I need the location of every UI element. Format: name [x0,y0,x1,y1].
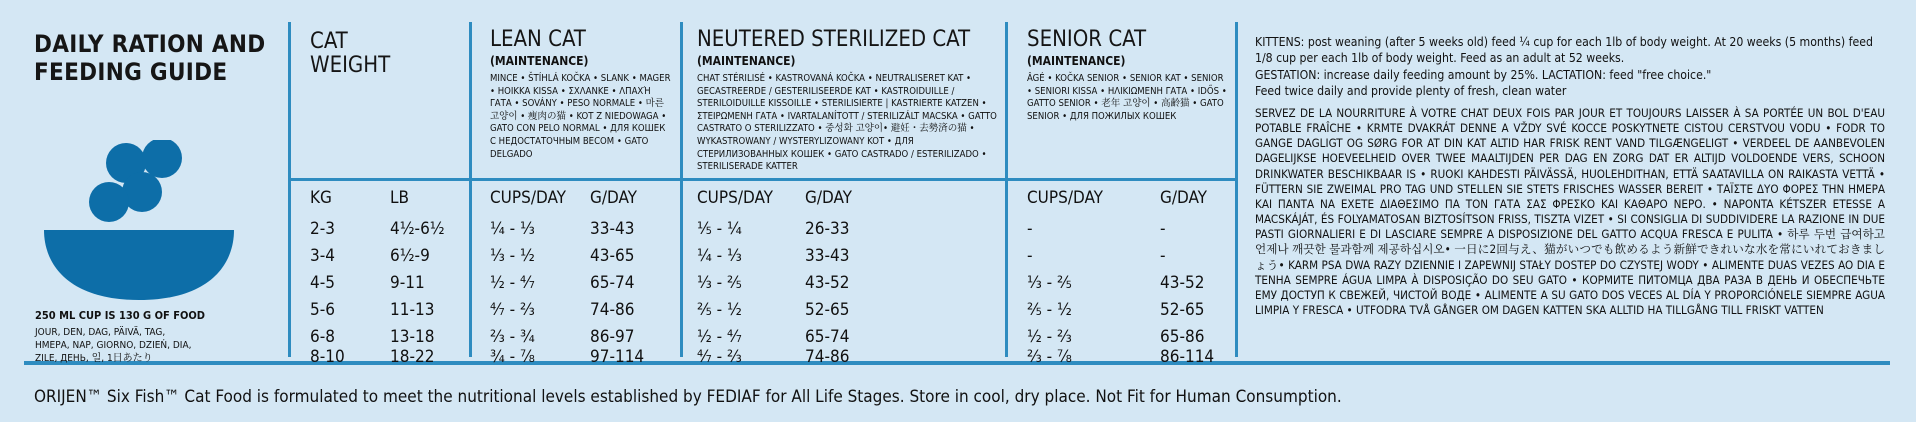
feeding-instructions [1255,34,1885,99]
senior-cups-label: CUPS/DAY [1027,188,1103,208]
feed-twice-text: Feed twice daily and provide plenty of fresh, clean water [1255,83,1567,98]
neutered-g-cell: 26-33 [805,219,850,239]
lean-multilingual: MINCE • ŠTÍHLÁ KOČKA • SLANK • MAGER • HOIKKA KISSA • ΣΧΛΑΝΚΕ • ΛΠΑΧΉ ΓΑΤΑ • SOVÁNY • PESO NORMALE • 마른 고양이 • 痩肉の猫 • KOT Z NIEDOWAGA • GATO CON PELO NORMAL • ДЛЯ КОШЕК С НЕДОСТАТОЧНЫМ ВЕСОМ • GATO DELGADO [490,73,671,160]
divider-5 [1235,22,1238,357]
feeding-instructions-multilingual: SERVEZ DE LA NOURRITURE À VOTRE CHAT DEUX FOIS PAR JOUR ET TOUJOURS LAISSER À SA PORTÉE UN BOL D'EAU POTABLE FRAÎCHE • KRMTE DVAKRÁT DENNE A VŽDY SVÉ KOCCE POSKYTNETE CISTOU CERSTVOU VODU • FODR TO GANGE DAGLIGT OG SØRG FOR AT DIN KAT ALTID HAR FRISK RENT VAND TILGÆNGELIGT • VERDEEL DE AANBEVOLEN DAGELIJKSE HOEVEELHEID OVER TWEE MAALTIJDEN PER DAG EN ZORG DAT ER ALTIJD VOLDOENDE VERS, SCHOON DRINKWATER BESCHIKBAAR IS • RUOKI KAHDESTI PÄIVÄSSÄ, HUOLEHDITHAN, ETTÄ SAATAVILLA ON RAIKASTA VETTÄ • FÜTTERN SIE ZWEIMAL PRO TAG UND STELLEN SIE STETS FRISCHES WASSER BEREIT • ΤΑΪΣΤΕ ΔΥΟ ΦΟΡΕΣ ΤΗΝ ΗΜΕΡΑ ΚΑΙ ΠΑΝΤΑ ΝΑ ΕΧΕΤΕ ΔΙΑΘΕΣΙΜΟ ΠΑ ΤΟΝ ΓΑΤΑ ΣΑΣ ΦΡΕΣΚΟ ΚΑΙ ΚΑΘΑΡΟ ΝΕΡΟ. • NAPONTA KÉTSZER ETESSE A MACSKÁJÁT, ÉS FOLYAMATOSAN BIZTOSÍTSON FRISS, TISZTA VIZET • SI CONSIGLIA DI SUDDIVIDERE LA RAZIONE IN DUE PASTI GIORNALIERI E DI LASCIARE SEMPRE A DISPOSIZIONE DEL GATTO ACQUA FRESCA E PULITA • 하루 두번 급여하고 언제나 깨끗한 물과함께 제공하십시오• 一日に2回与え、猫がいつでも飲めるよう新鮮できれいな水を常にいれておきましょう• KARM PSA DWA RAZY DZIENNIE I ZAPEWNIJ STAŁY DOSTEP DO CZYSTEJ WODY • ALIMENTE DUAS VEZES AO DIA E TENHA SEMPRE ÁGUA LIMPA À DISPOSIÇÃO DO SEU GATO • КОРМИТЕ ПИТОМЦА ДВА РАЗА В ДЕНЬ И ОБЕСПЕЧЬТЕ ЕМУ ДОСТУП К СВЕЖЕЙ, ЧИСТОЙ ВОДЕ • ALIMENTE A SU GATO DOS VECES AL DÍA Y PROPORCIÓNELE SIEMPRE AGUA LIMPIA Y FRESCA • UTFODRA TVÅ GÅNGER OM DAGEN KATTEN SKA ALLTID HA TILLGÅNG TILL FRISKT VATTEN [1255,106,1885,318]
kg-cell: 5-6 [310,300,335,320]
lean-cups-cell: ⅔ - ¾ [490,327,535,347]
neutered-title: NEUTERED STERILIZED CAT [697,27,971,52]
lb-cell: 11-13 [390,300,435,320]
kg-cell: 4-5 [310,273,335,293]
kittens-text: KITTENS: post weaning (after 5 weeks old) feed ¼ cup for each 1lb of body weight. At 20 weeks (5 months) feed 1/8 cup per each 1lb of body weight. Feed as an adult at 52 weeks. [1255,35,1873,66]
lean-cups-cell: ½ - ⁴⁄₇ [490,273,535,293]
neutered-subtitle: (MAINTENANCE) [697,54,796,68]
senior-cups-cell: ⅓ - ⅖ [1027,273,1072,293]
lean-g-cell: 33-43 [590,219,635,239]
senior-subtitle: (MAINTENANCE) [1027,54,1126,68]
lb-label: LB [390,188,410,208]
senior-g-cell: - [1160,219,1166,239]
senior-cups-cell: ⅖ - ½ [1027,300,1072,320]
kg-label: KG [310,188,332,208]
neutered-cups-cell: ⅕ - ¼ [697,219,742,239]
lb-cell: 18-22 [390,347,435,367]
gestation-text: GESTATION: increase daily feeding amount by 25%. LACTATION: feed "free choice." [1255,67,1712,82]
neutered-g-label: G/DAY [805,188,852,208]
lean-g-cell: 43-65 [590,246,635,266]
senior-cups-cell: - [1027,246,1033,266]
kg-cell: 6-8 [310,327,335,347]
senior-title: SENIOR CAT [1027,27,1147,52]
divider-2 [469,22,472,357]
lb-cell: 13-18 [390,327,435,347]
lb-cell: 9-11 [390,273,425,293]
lb-cell: 6½-9 [390,246,430,266]
divider-1 [288,22,291,357]
neutered-cups-cell: ⁴⁄₇ - ⅔ [697,347,742,367]
lean-cups-cell: ⅓ - ½ [490,246,535,266]
neutered-g-cell: 43-52 [805,273,850,293]
senior-g-label: G/DAY [1160,188,1207,208]
neutered-cups-cell: ¼ - ⅓ [697,246,742,266]
lean-g-cell: 65-74 [590,273,635,293]
kg-cell: 3-4 [310,246,335,266]
neutered-g-cell: 65-74 [805,327,850,347]
senior-g-cell: 43-52 [1160,273,1205,293]
lean-g-cell: 86-97 [590,327,635,347]
lean-cups-cell: ⁴⁄₇ - ⅔ [490,300,535,320]
lean-g-label: G/DAY [590,188,637,208]
neutered-cups-cell: ½ - ⁴⁄₇ [697,327,742,347]
senior-g-cell: 52-65 [1160,300,1205,320]
neutered-cups-label: CUPS/DAY [697,188,773,208]
lean-cups-cell: ¾ - ⅞ [490,347,535,367]
senior-g-cell: 65-86 [1160,327,1205,347]
page-title: DAILY RATION AND FEEDING GUIDE [34,30,266,86]
senior-cups-cell: ⅔ - ⅞ [1027,347,1072,367]
food-multilingual: JOUR, DEN, DAG, PÄIVÄ, TAG, ΗΜΕΡΑ, NAP, GIORNO, DZIEŃ, DIA, ZILE, ДЕНЬ, 일, 1日あたり [35,327,192,364]
lean-cups-label: CUPS/DAY [490,188,566,208]
footer-rule [24,361,1890,365]
senior-g-cell: 86-114 [1160,347,1215,367]
senior-multilingual: ÂGÉ • KOČKA SENIOR • SENIOR KAT • SENIOR • SENIORI KISSA • ΗΛΙΚΙΩΜΕΝΗ ΓΑΤΑ • IDŐS • GATTO SENIOR • 老年 고양이 • 高齢猫 • GATO SENIOR • ДЛЯ ПОЖИЛЫХ КОШЕК [1027,73,1227,122]
divider-3 [680,22,683,357]
kg-cell: 8-10 [310,347,345,367]
footer-statement: ORIJEN™ Six Fish™ Cat Food is formulated to meet the nutritional levels established by FEDIAF for All Life Stages. Store in cool, dry place. Not Fit for Human Consumption. [34,387,1342,407]
cat-weight-title: CAT WEIGHT [310,29,391,78]
senior-cups-cell: ½ - ⅔ [1027,327,1072,347]
lean-title: LEAN CAT [490,27,586,52]
divider-4 [1005,22,1008,357]
neutered-cups-cell: ⅓ - ⅖ [697,273,742,293]
kg-cell: 2-3 [310,219,335,239]
neutered-g-cell: 33-43 [805,246,850,266]
neutered-cups-cell: ⅖ - ½ [697,300,742,320]
senior-cups-cell: - [1027,219,1033,239]
lean-g-cell: 74-86 [590,300,635,320]
lean-subtitle: (MAINTENANCE) [490,54,589,68]
lb-cell: 4½-6½ [390,219,445,239]
cup-note: 250 ML CUP IS 130 G OF FOOD [35,309,206,322]
lean-g-cell: 97-114 [590,347,645,367]
neutered-g-cell: 52-65 [805,300,850,320]
table-header-rule [288,178,1238,181]
senior-g-cell: - [1160,246,1166,266]
neutered-multilingual: CHAT STÉRILISÉ • KASTROVANÁ KOČKA • NEUTRALISERET KAT • GECASTREERDE / GESTERILISEERDE KAT • KASTROIDUILLE / STERILOIDUILLE KISSOILLE • STERILISIERTE | KASTRIERTE KATZEN • ΣΤΕΙΡΩΜΕΝΗ ΓΑΤΑ • IVARTALANÍTOTT / STERILIZÁLT MACSKA • GATTO CASTRATO O STERILIZZATO • 중성화 고양이• 避妊・去勢済の猫 • WYKASTROWANY / WYSTERYLIZOWANY KOT • ДЛЯ СТЕРИЛИЗОВАННЫХ КОШЕК • GATO CASTRADO / ESTERILIZADO • STERILISERADE KATTER [697,73,997,173]
bowl-icon [34,140,244,305]
lean-cups-cell: ¼ - ⅓ [490,219,535,239]
neutered-g-cell: 74-86 [805,347,850,367]
